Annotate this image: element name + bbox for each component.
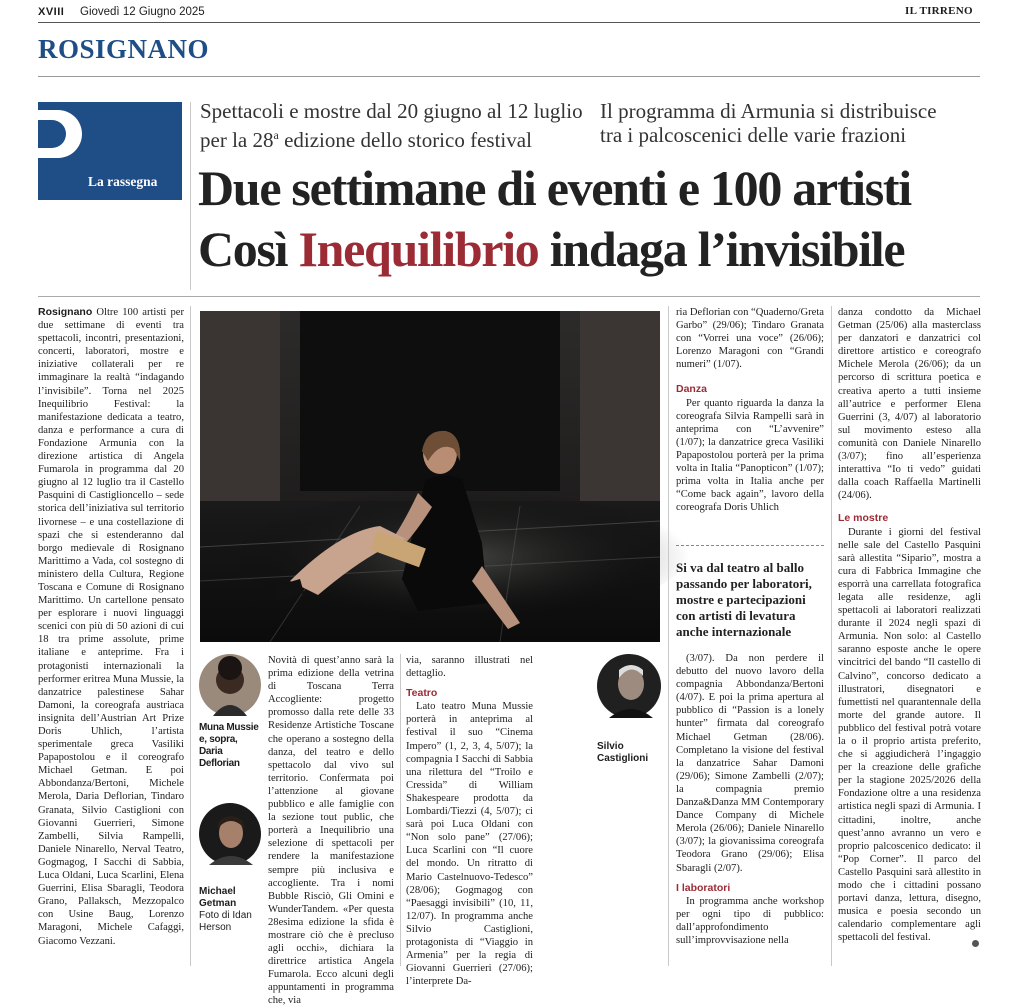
article-col-3 (406, 654, 533, 988)
headline-line1: Due settimane di eventi e 100 artisti (198, 160, 911, 216)
col4-danza: Per quanto riguarda la danza la coreografa Silvia Rampelli sarà in anteprima con “L’avvenire” (1/07); la danzatrice greca Vasiliki Papapostolou porterà per la prima volta in Italia “Panopticon” (1/07); prima volta in Italia anche per “Come back again”, lavoro della coreografa Doris Uhlich (676, 397, 824, 514)
col4-lab: In programma anche workshop per ogni tipo di pubblico: dall’approfondimento sull’improvvisazione nella (676, 895, 824, 946)
headline-rule (38, 296, 980, 297)
col4-text-mid: (3/07). Da non perdere il debutto del nuovo lavoro della compagnia Abbondanza/Bertoni (4/07). E poi la prima apertura al pubblico di “Passion is a lonely hunter” firmata dal coreografo Michael Getman (28/06). Completano la visione del festival la danzatrice Sahar Damoni (29/06); Simone Zambelli (2/07); la compagnia premio Danza&Danza MM Contemporary Dance Company di Michele Merola (26/06); Daniele Ninarello (3/07); la giovanissima coreografa Teodora Grano (29/06); Elisa Sbaragli (2/07). (676, 653, 824, 874)
kicker-right-line2: tra i palcoscenici delle varie frazioni (600, 123, 907, 147)
col3-text-top: via, saranno illustrati nel dettaglio. (406, 655, 533, 680)
left-rail-rule (190, 102, 191, 290)
col2-text: Novità di quest’anno sarà la prima edizione della vetrina di Toscana Terra Accogliente: progetto promosso dalla rete delle 33 Residenze Artistiche Toscane che operano a sostegno della danza, del teatro e dello spettacolo dal vivo sul territorio. Confermata poi l’attenzione al giovane pubblico e alle famiglie con la sezione tout public, che porterà a Inequilibrio una selezione di spettacoli per rendere la manifestazione sempre più inclusiva e accogliente. Tra i nomi Bubble Risciò, Gli Omini e WunderTandem. «Per questa 28esima edizione la sfida è mostrare ciò che è precluso agli occhi», dichiara la direttrice artistica Angela Fumarola. Ecco alcuni degli appuntamenti in programma che, via (268, 655, 394, 1007)
col1-text: Oltre 100 artisti per due settimane di eventi tra spettacoli, incontri, presentazioni, concerti, laboratori, mostre e iniziative collaterali per re immaginare la realtà “indagando l’invisibile”. Torna nel 2025 Inequilibrio Festival: la manifestazione dedicata a teatro, danza e performance a cura di Fondazione Armunia con la direzione artistica di Angela Fumarola in programma dal 20 giugno al 12 luglio tra il Castello Pasquini di Castiglioncello – sede storica dell’iniziativa sul territorio livornese – e una costellazione di spazi che si estenderanno dal borgo medievale di Rosignano Marittimo a Vada, col sostegno di ministero della Cultura, Regione Toscana e Comune di Rosignano Marittimo. Un cartellone pensato per esplorare i nuovi linguaggi scenici con più di 50 azioni di cui 18 tra prime assolute, prime italiane e anteprime. Fra i protagonisti internazionali la performer eritrea Muna Mussie, la danzatrice palestinese Sahar Damoni, la coreografa austriaca insignita dell’Austrian Art Prize Doris Uhlich, l’artista sperimentale greca Vasiliki Papapostolou e il coreografo Michael Getman. E poi Abbondanza/Bertoni, Michele Merola, Daria Deflorian, Tindaro Granata, Silvio Castiglioni con Giovanni Guerrieri, Simone Zambelli, Silvia Rampelli, Daniele Ninarello, Nerval Teatro, Gogmagog, I Sacchi di Sabbia, Luca Oldani, Luca Scarlini, Elena Guerrini, Elisa Sbaragli, Teodora Grano, Pallaksch, Mezzopalco con Usine Baug, Lorenzo Maragoni, Michele Cafaggi, Giacomo Vezzani. (38, 307, 184, 947)
kicker-left (200, 99, 600, 152)
headline (198, 158, 988, 280)
main-photo-daria-deflorian (200, 311, 660, 642)
article-col-2 (268, 654, 394, 1008)
subhead-laboratori: I laboratori (676, 881, 731, 894)
col5-mostre: Durante i giorni del festival nelle sale del Castello Pasquini sarà allestita “Sipario”, mostra a cura di Fabbrica Immagine che esporrà una carrellata fotografica legata alle residenze, agli spettacoli ai laboratori realizzati durante il 2024 negli spazi di Armunia. Non solo: al Castello saranno esposte anche le opere vincitrici del bando “Il castello di Calvino”, concorso dedicato a illustratori, disegnatori e fumettisti nel quarantennale della morte del grande autore. Il pubblico del festival potrà votare la o il proprio artista preferito, che si aggiudicherà l’ingaggio per la creazione delle grafiche per la stagione 2025/2026 della Fondazione oltre a una residenza artistica negli spazi di Armunia. I cittadini, inoltre, anche quest’anno avranno un vero e proprio palcoscenico dedicato: il “Pop Corner”. Il parco del Castello Pasquini sarà allestito in modo che i cittadini possano portavi danza, lettura, disegno, musica e poesia secondo un calendario complementare agli spettacoli del festival. (838, 526, 981, 944)
subhead-mostre: Le mostre (838, 512, 889, 525)
portrait-muna-mussie (199, 654, 261, 716)
pullquote-rule (676, 545, 824, 546)
col-divider-5 (831, 306, 832, 966)
kicker-left-line2: per la 28$^a$ edizione dello storico festival (200, 128, 532, 152)
col5-text-top: danza condotto da Michael Getman (25/06) alla masterclass per danzatori e danzatrici col direttore artistico e coreografo Michele Merola (26/06); da un percorso di scrittura poetica e creativa aperto a tutti insieme all’autrice e performer Elena Guerrini (3, 4/07) al laboratorio sul movimento esteso alla comunità con Daniele Ninarello (3/07); fino all’esperienza interattiva “Io ti vedo” guidati dalla coach Raffaella Martinelli (24/06). (838, 307, 981, 502)
page-number: XVIII (38, 6, 65, 18)
subhead-teatro: Teatro (406, 687, 438, 700)
col-divider-2 (400, 654, 401, 966)
caption-muna-mussie: Muna Mussie e, sopra, Daria Deflorian (199, 722, 259, 769)
dateline: Rosignano (38, 306, 93, 318)
photo-credit-getman: Foto di Idan Herson (199, 910, 252, 933)
col-divider-1 (190, 306, 191, 966)
caption-michael-getman: Michael Getman (199, 886, 237, 909)
kicker-right-line1: Il programma di Armunia si distribuisce (600, 99, 937, 123)
section-rule (38, 76, 980, 77)
portrait-michael-getman (199, 803, 261, 865)
portrait-silvio-castiglioni (597, 654, 661, 718)
article-col-4-bottom (676, 652, 824, 947)
masthead-logo: IL TIRRENO (905, 5, 973, 17)
pullquote: Si va dal teatro al ballo passando per laboratori, mostre e partecipazioni con artisti di levatura anche internazionale (676, 560, 812, 639)
article-col-5 (838, 306, 981, 945)
rassegna-badge (38, 102, 182, 200)
section-title: ROSIGNANO (38, 34, 210, 64)
caption-silvio-castiglioni: Silvio Castiglioni (597, 741, 649, 764)
kicker-left-line1: Spettacoli e mostre dal 20 giugno al 12 luglio (200, 99, 583, 123)
subhead-danza: Danza (676, 383, 707, 396)
badge-label: La rassegna (88, 174, 158, 189)
issue-date: Giovedì 12 Giugno 2025 (80, 6, 205, 18)
article-col-1 (38, 306, 184, 948)
end-mark-icon (972, 940, 979, 947)
col3-teatro: Lato teatro Muna Mussie porterà in anteprima al festival il suo “Cinema Impero” (1, 2, 3, 4, 5/07); la compagnia I Sacchi di Sabbia una rilettura del “Troilo e Cressida” di William Shakespeare prodotta da Lombardi/Tiezzi (4, 5/07); ci sarà poi Luca Oldani con “Non solo pane” (27/06); Luca Scarlini con “Il cuore del mondo. Un ritratto di Mario Castelnuovo-Tedesco” (28/06); Gogmagog con “Paesaggi invisibili” (10, 11, 12/07). In programma anche Silvio Castiglioni, protagonista di “Viaggio in Armenia” per la regia di Giovanni Guerrieri (27/06); l’interprete Da- (406, 701, 533, 988)
article-col-4-top (676, 306, 824, 514)
kicker-right (600, 99, 980, 147)
col-divider-4a (668, 306, 669, 966)
col4-text-top: ria Deflorian con “Quaderno/Greta Garbo” (29/06); Tindaro Granata con “Vorrei una voce” (26/06); Lorenzo Maragoni con “Grandi numeri” (1/07). (676, 307, 824, 371)
headline-highlight: Inequilibrio (298, 221, 539, 277)
header-rule (38, 22, 980, 23)
headline-line2: Così Inequilibrio indaga l’invisibile (198, 221, 905, 277)
